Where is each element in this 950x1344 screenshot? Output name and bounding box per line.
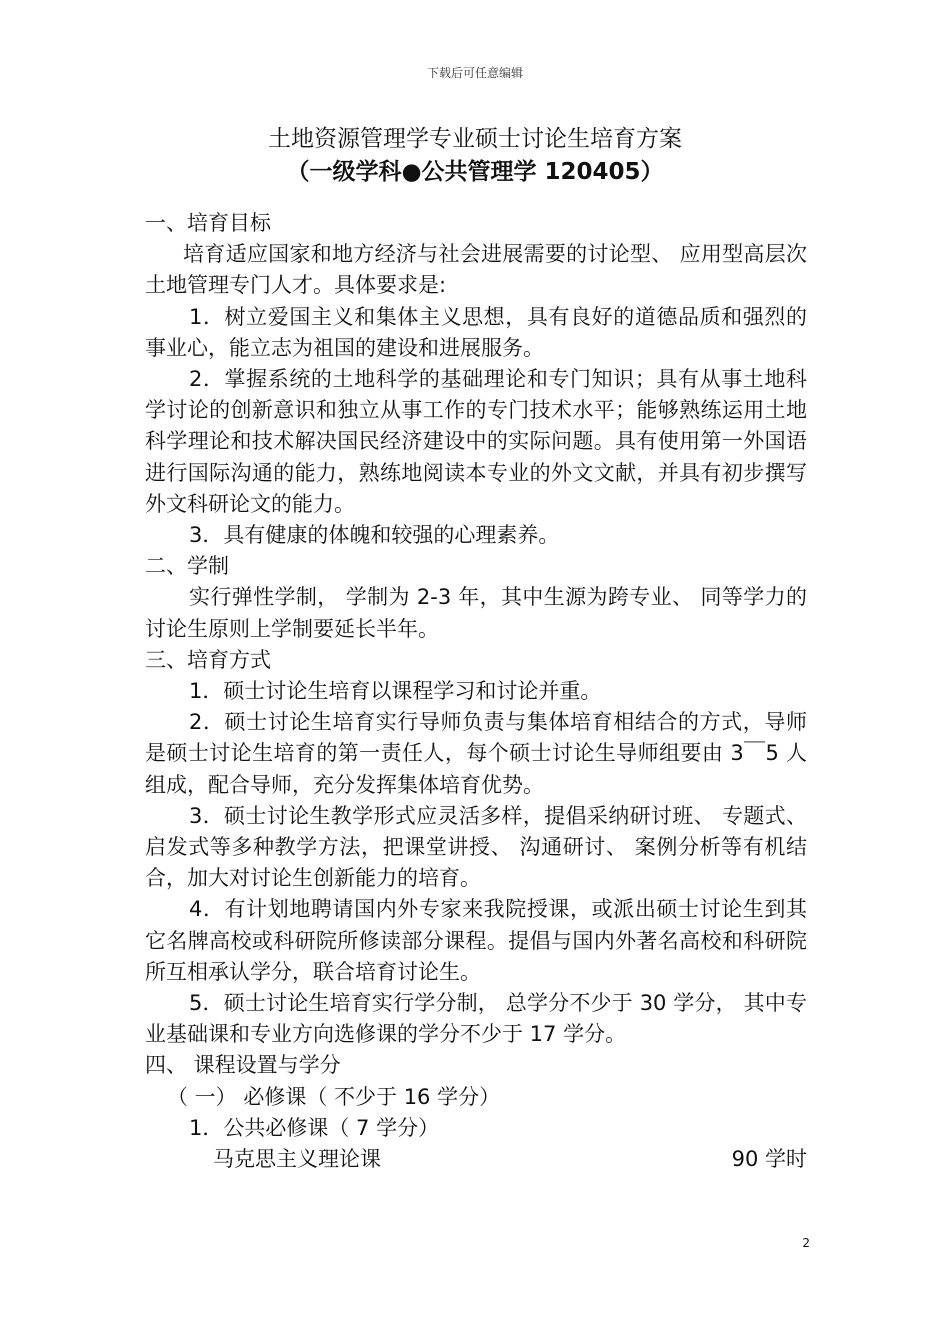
section-heading-goals: 一、培育目标	[145, 211, 271, 235]
document-title: 土地资源管理学专业硕士讨论生培育方案	[268, 126, 682, 152]
method-item-4: 4．有计划地聘请国内外专家来我院授课，或派出硕士讨论生到其它名牌高校或科研院所修读部分课程。提倡与国内外著名高校和科研院所互相承认学分，联合培育讨论生。	[145, 897, 807, 984]
goals-item-1: 1．树立爱国主义和集体主义思想，具有良好的道德品质和强烈的事业心，能立志为祖国的建设和进展服务。	[145, 304, 807, 360]
method-item-5: 5．硕士讨论生培育实行学分制， 总学分不少于 30 学分， 其中专业基础课和专业方向选修课的学分不少于 17 学分。	[145, 991, 807, 1047]
page-header: 下载后可任意编辑	[426, 66, 523, 80]
section-heading-method: 三、培育方式	[145, 647, 271, 672]
courses-required-heading: （ 一） 必修课（ 不少于 16 学分）	[167, 1084, 501, 1109]
method-item-1: 1．硕士讨论生培育以课程学习和讨论并重。	[189, 679, 602, 704]
method-item-2: 2．硕士讨论生培育实行导师负责与集体培育相结合的方式，导师是硕士讨论生培育的第一责任人，每个硕士讨论生导师组要由 3￣5 人组成，配合导师，充分发挥集体培育优势。	[145, 710, 807, 797]
goals-item-2: 2．掌握系统的土地科学的基础理论和专门知识；具有从事土地科学讨论的创新意识和独立从事工作的专门技术水平；能够熟练运用土地科学理论和技术解决国民经济建设中的实际问题。具有使用第一外国语进行国际沟通的能力，熟练地阅读本专业的外文文献，并具有初步撰写外文科研论文的能力。	[145, 367, 807, 516]
course-row	[145, 1144, 807, 1175]
duration-text: 实行弹性学制， 学制为 2-3 年，其中生源为跨专业、 同等学力的讨论生原则上学制要延长半年。	[145, 585, 807, 641]
courses-public-required: 1．公共必修课（ 7 学分）	[189, 1115, 440, 1140]
method-item-3: 3．硕士讨论生教学形式应灵活多样，提倡采纳研讨班、 专题式、 启发式等多种教学方法，把课堂讲授、 沟通研讨、 案例分析等有机结合，加大对讨论生创新能力的培育。	[145, 803, 807, 891]
course-name: 马克思主义理论课	[213, 1147, 381, 1172]
document-body	[145, 208, 807, 1175]
section-heading-courses: 四、 课程设置与学分	[145, 1053, 341, 1078]
section-heading-duration: 二、学制	[145, 554, 229, 579]
goals-intro: 培育适应国家和地方经济与社会进展需要的讨论型、 应用型高层次土地管理专门人才。具体要求是:	[145, 242, 807, 298]
document-subtitle: （一级学科●公共管理学 120405）	[286, 159, 664, 185]
goals-item-3: 3．具有健康的体魄和较强的心理素养。	[189, 523, 560, 548]
page-number: 2	[802, 1236, 810, 1250]
course-hours: 90 学时	[731, 1147, 807, 1172]
